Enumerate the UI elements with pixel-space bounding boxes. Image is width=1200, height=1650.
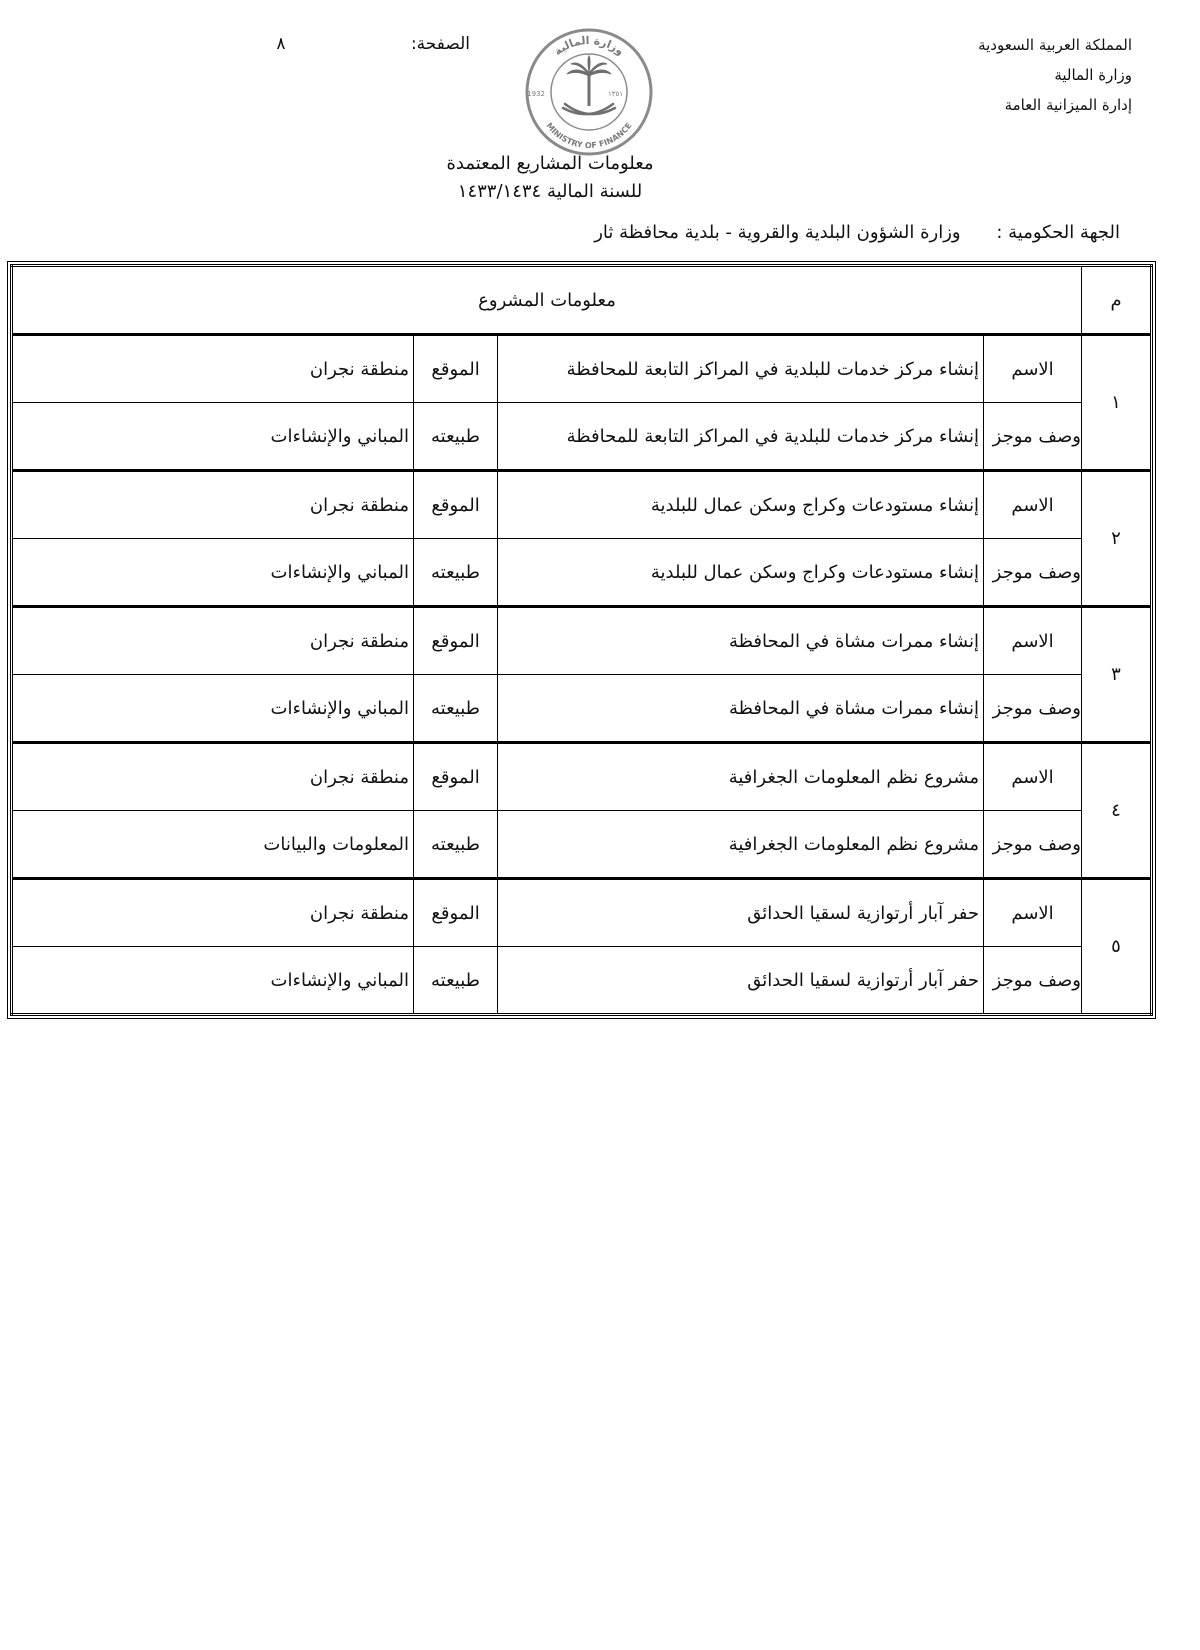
project-nature: المباني والإنشاءات xyxy=(12,539,414,607)
description-label: وصف موجز xyxy=(984,675,1082,743)
project-number: ٥ xyxy=(1082,879,1152,1015)
document-title xyxy=(300,150,800,206)
description-label: وصف موجز xyxy=(984,811,1082,879)
project-row-name xyxy=(12,743,1152,811)
project-number: ٤ xyxy=(1082,743,1152,879)
svg-text:1932: 1932 xyxy=(527,90,545,98)
svg-text:١٣٥١: ١٣٥١ xyxy=(607,90,623,98)
location-label: الموقع xyxy=(414,335,498,403)
project-row-name xyxy=(12,471,1152,539)
government-entity xyxy=(594,222,1128,243)
letterhead xyxy=(872,30,1132,120)
project-number: ٣ xyxy=(1082,607,1152,743)
project-row-description xyxy=(12,675,1152,743)
name-label: الاسم xyxy=(984,879,1082,947)
nature-label: طبيعته xyxy=(414,403,498,471)
project-row-name xyxy=(12,607,1152,675)
kingdom-name: المملكة العربية السعودية xyxy=(978,36,1132,54)
ministry-name: وزارة المالية xyxy=(1054,66,1132,84)
table-header-row xyxy=(12,266,1152,335)
location-label: الموقع xyxy=(414,607,498,675)
ministry-seal-logo xyxy=(523,26,655,158)
project-name: إنشاء ممرات مشاة في المحافظة xyxy=(498,607,984,675)
project-nature: المباني والإنشاءات xyxy=(12,403,414,471)
project-name: إنشاء مركز خدمات للبلدية في المراكز التابعة للمحافظة xyxy=(498,335,984,403)
projects-table xyxy=(10,264,1153,1016)
project-row-description xyxy=(12,811,1152,879)
page-number: ٨ xyxy=(276,34,286,54)
department-name: إدارة الميزانية العامة xyxy=(1004,96,1132,114)
page-label: الصفحة: xyxy=(410,34,470,54)
location-label: الموقع xyxy=(414,743,498,811)
nature-label: طبيعته xyxy=(414,811,498,879)
project-description: مشروع نظم المعلومات الجغرافية xyxy=(498,811,984,879)
project-description: إنشاء مركز خدمات للبلدية في المراكز التابعة للمحافظة xyxy=(498,403,984,471)
nature-label: طبيعته xyxy=(414,675,498,743)
project-row-description xyxy=(12,947,1152,1015)
name-label: الاسم xyxy=(984,607,1082,675)
project-description: إنشاء مستودعات وكراج وسكن عمال للبلدية xyxy=(498,539,984,607)
project-name: إنشاء مستودعات وكراج وسكن عمال للبلدية xyxy=(498,471,984,539)
nature-label: طبيعته xyxy=(414,947,498,1015)
description-label: وصف موجز xyxy=(984,403,1082,471)
svg-text:MINISTRY OF FINANCE: MINISTRY OF FINANCE xyxy=(544,121,634,151)
svg-text:وزارة المالية: وزارة المالية xyxy=(551,33,627,59)
nature-label: طبيعته xyxy=(414,539,498,607)
project-row-name xyxy=(12,335,1152,403)
name-label: الاسم xyxy=(984,743,1082,811)
page-number-block xyxy=(210,34,470,54)
location-label: الموقع xyxy=(414,879,498,947)
entity-value: وزارة الشؤون البلدية والقروية - بلدية محافظة ثار xyxy=(594,222,961,243)
description-label: وصف موجز xyxy=(984,947,1082,1015)
title-line-1: معلومات المشاريع المعتمدة xyxy=(446,153,654,174)
project-location: منطقة نجران xyxy=(12,335,414,403)
title-line-2: للسنة المالية ١٤٣٣/١٤٣٤ xyxy=(457,181,643,202)
header-number: م xyxy=(1082,266,1152,335)
project-name: حفر آبار أرتوازية لسقيا الحدائق xyxy=(498,879,984,947)
project-row-description xyxy=(12,403,1152,471)
project-description: حفر آبار أرتوازية لسقيا الحدائق xyxy=(498,947,984,1015)
project-row-description xyxy=(12,539,1152,607)
project-number: ٢ xyxy=(1082,471,1152,607)
project-nature: المباني والإنشاءات xyxy=(12,947,414,1015)
name-label: الاسم xyxy=(984,471,1082,539)
description-label: وصف موجز xyxy=(984,539,1082,607)
project-location: منطقة نجران xyxy=(12,879,414,947)
project-row-name xyxy=(12,879,1152,947)
entity-label: الجهة الحكومية : xyxy=(996,222,1120,243)
project-name: مشروع نظم المعلومات الجغرافية xyxy=(498,743,984,811)
location-label: الموقع xyxy=(414,471,498,539)
project-nature: المعلومات والبيانات xyxy=(12,811,414,879)
project-nature: المباني والإنشاءات xyxy=(12,675,414,743)
project-description: إنشاء ممرات مشاة في المحافظة xyxy=(498,675,984,743)
header-project-info: معلومات المشروع xyxy=(12,266,1082,335)
name-label: الاسم xyxy=(984,335,1082,403)
project-location: منطقة نجران xyxy=(12,471,414,539)
project-location: منطقة نجران xyxy=(12,743,414,811)
project-number: ١ xyxy=(1082,335,1152,471)
project-location: منطقة نجران xyxy=(12,607,414,675)
